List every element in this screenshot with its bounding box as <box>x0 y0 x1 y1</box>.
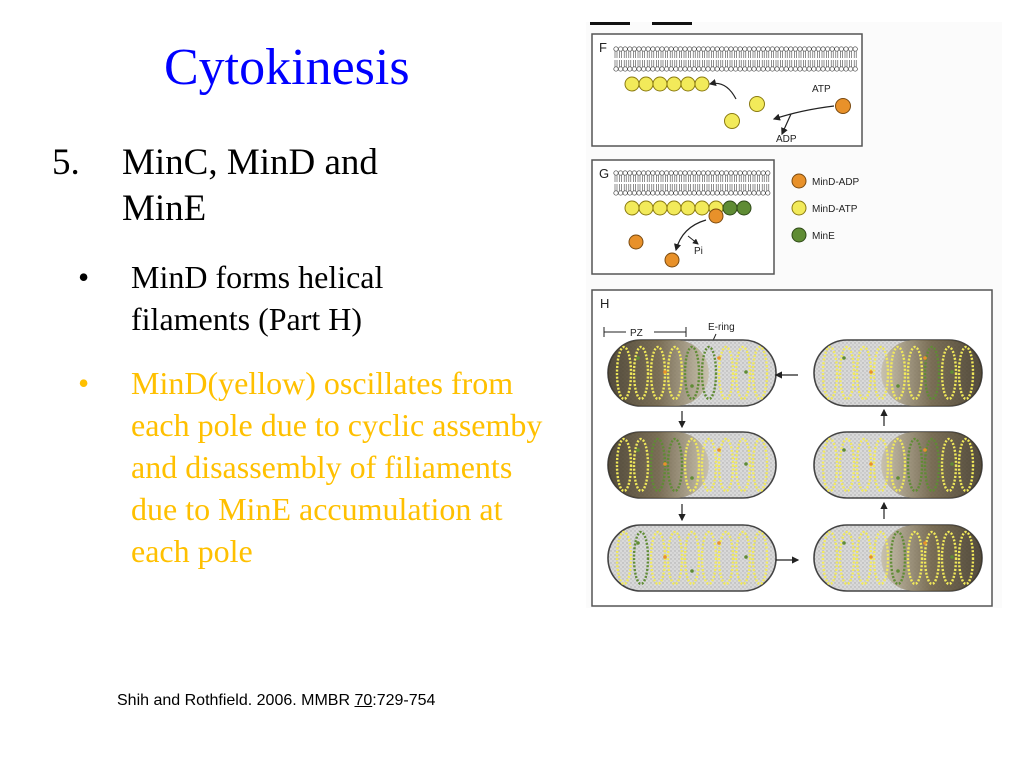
mind-atp-bead <box>695 77 709 91</box>
bacterial-cell <box>608 340 776 406</box>
citation-authors: Shih and Rothfield. 2006. MMBR <box>117 692 355 709</box>
legend <box>792 174 860 242</box>
mine-bead <box>723 201 737 215</box>
free-protein-dot <box>744 555 748 559</box>
citation-pages: :729-754 <box>372 692 436 709</box>
mind-atp-bead <box>625 201 639 215</box>
legend-label-mind-atp: MinD-ATP <box>812 204 858 215</box>
free-protein-dot <box>869 370 873 374</box>
free-protein-dot <box>636 448 640 452</box>
free-protein-dot <box>663 462 667 466</box>
free-protein-dot <box>717 448 721 452</box>
free-protein-dot <box>842 356 846 360</box>
legend-swatch-mine <box>792 228 806 242</box>
mind-atp-bead <box>667 201 681 215</box>
mind-atp-bead <box>681 201 695 215</box>
free-protein-dot <box>717 356 721 360</box>
free-protein-dot <box>923 541 927 545</box>
free-protein-dot <box>923 356 927 360</box>
e-ring-label: E-ring <box>708 322 735 333</box>
mind-atp-bead <box>667 77 681 91</box>
free-protein-dot <box>663 370 667 374</box>
legend-swatch-mind-atp <box>792 201 806 215</box>
citation <box>117 692 435 710</box>
bullet-dot: • <box>78 259 90 295</box>
bacterial-cell <box>608 525 776 591</box>
item-text: MinC, MinD and MinE <box>122 142 378 229</box>
bullet-text: MinD forms helical filaments (Part H) <box>131 259 384 337</box>
mind-adp-bead <box>709 209 723 223</box>
panel-h <box>592 290 992 606</box>
legend-label-mind-adp: MinD-ADP <box>812 177 860 188</box>
mind-atp-bead <box>653 77 667 91</box>
panel-h-label: H <box>600 296 610 311</box>
min-system-figure <box>586 22 1002 608</box>
mind-adp-bead <box>665 253 679 267</box>
adp-label: ADP <box>776 134 797 145</box>
mind-atp-bead <box>681 77 695 91</box>
mind-atp-bead <box>695 201 709 215</box>
free-protein-dot <box>842 448 846 452</box>
bacterial-cell <box>814 432 982 498</box>
bacterial-cell <box>814 525 982 591</box>
bullet-text: MinD(yellow) oscillates from each pole due to cyclic assemby and disassembly of filiaments due to MinE accumulation at each pole <box>131 365 543 569</box>
mind-atp-bead <box>653 201 667 215</box>
bacterial-cell <box>814 340 982 406</box>
slide-title: Cytokinesis <box>164 39 410 96</box>
mind-atp-bead <box>750 97 765 112</box>
free-protein-dot <box>869 555 873 559</box>
pi-label: Pi <box>694 246 703 257</box>
free-protein-dot <box>636 356 640 360</box>
free-protein-dot <box>950 462 954 466</box>
pz-label: PZ <box>630 328 643 339</box>
free-protein-dot <box>869 462 873 466</box>
mine-bead <box>737 201 751 215</box>
free-protein-dot <box>744 370 748 374</box>
free-protein-dot <box>950 370 954 374</box>
panel-f-label: F <box>599 40 607 55</box>
mind-atp-bead <box>625 77 639 91</box>
free-protein-dot <box>690 384 694 388</box>
free-protein-dot <box>717 541 721 545</box>
free-protein-dot <box>896 384 900 388</box>
panel-f <box>592 34 862 146</box>
atp-label: ATP <box>812 84 831 95</box>
free-protein-dot <box>842 541 846 545</box>
free-protein-dot <box>950 555 954 559</box>
free-protein-dot <box>896 476 900 480</box>
item-number: 5. <box>52 142 80 183</box>
bacterial-cell <box>608 432 776 498</box>
free-protein-dot <box>896 569 900 573</box>
mind-atp-bead <box>725 114 740 129</box>
panel-g <box>592 160 774 274</box>
legend-swatch-mind-adp <box>792 174 806 188</box>
bullet-dot: • <box>78 365 90 401</box>
legend-label-mine: MinE <box>812 231 835 242</box>
free-protein-dot <box>690 569 694 573</box>
mind-atp-bead <box>639 201 653 215</box>
panel-g-label: G <box>599 166 610 181</box>
mind-atp-bead <box>639 77 653 91</box>
free-protein-dot <box>744 462 748 466</box>
mind-adp-bead <box>836 99 851 114</box>
free-protein-dot <box>636 541 640 545</box>
free-protein-dot <box>663 555 667 559</box>
free-protein-dot <box>923 448 927 452</box>
free-protein-dot <box>690 476 694 480</box>
mind-adp-bead <box>629 235 643 249</box>
citation-volume: 70 <box>354 692 373 709</box>
